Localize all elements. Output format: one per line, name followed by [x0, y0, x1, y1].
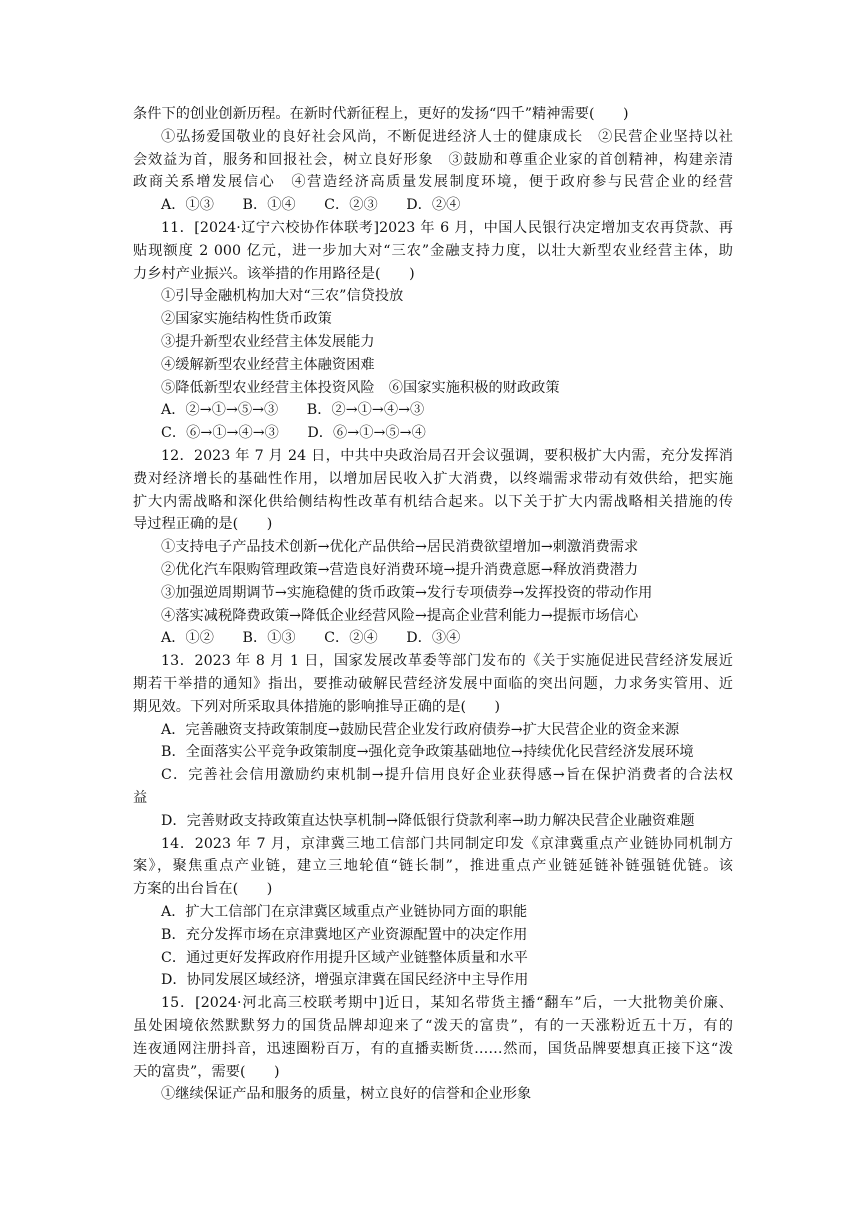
text-line: C．通过更好发挥政府作用提升区域产业链整体质量和水平 [161, 949, 528, 966]
text-line: 连夜通网注册抖音，迅速圈粉百万，有的直播卖断货……然而，国货品牌要想真正接下这“泼 [133, 1040, 733, 1057]
text-line: ①支持电子产品技术创新→优化产品供给→居民消费欲望增加→刺激消费需求 [161, 539, 639, 556]
text-line: D．完善财政支持政策直达快享机制→降低银行贷款利率→助力解决民营企业融资难题 [161, 812, 695, 829]
text-line: 政商关系增发展信心 ④营造经济高质量发展制度环境，便于政府参与民营企业的经营 [133, 174, 733, 191]
text-line: 虽处困境依然默默努力的国货品牌却迎来了“泼天的富贵”，有的一天涨粉近五十万，有的 [133, 1018, 733, 1034]
text-line: 贴现额度 2 000 亿元，进一步加大对“三农”金融支持力度，以壮大新型农业经营主体，助 [133, 242, 733, 259]
text-line: 期见效。下列对所采取具体措施的影响推导正确的是( ) [133, 698, 501, 715]
text-line: 14．2023 年 7 月，京津冀三地工信部门共同制定印发《京津冀重点产业链协同机制方 [161, 835, 733, 852]
text-line: ③加强逆周期调节→实施稳健的货币政策→发行专项债券→发挥投资的带动作用 [161, 584, 653, 601]
text-line: ②国家实施结构性货币政策 [161, 311, 332, 328]
text-line: A．①③ B．①④ C．②③ D．②④ [161, 197, 461, 214]
text-line: ①弘扬爱国敬业的良好社会风尚，不断促进经济人士的健康成长 ②民营企业坚持以社 [161, 128, 733, 145]
text-line: 导过程正确的是( ) [133, 516, 273, 533]
text-line: 期若干举措的通知》指出，要推动破解民营经济发展中面临的突出问题，力求务实管用、近 [133, 676, 733, 692]
text-line: ④缓解新型农业经营主体融资困难 [161, 356, 375, 373]
text-line: B．充分发挥市场在京津冀地区产业资源配置中的决定作用 [161, 926, 528, 943]
text-line: A．完善融资支持政策制度→鼓励民营企业发行政府债券→扩大民营企业的资金来源 [161, 721, 680, 738]
text-line: 扩大内需战略和深化供给侧结构性改革有机结合起来。以下关于扩大内需战略相关措施的传 [133, 493, 733, 510]
text-line: 方案的出台旨在( ) [133, 881, 273, 898]
text-line: ④落实减税降费政策→降低企业经营风险→提高企业营利能力→提振市场信心 [161, 607, 639, 624]
text-line: 13．2023 年 8 月 1 日，国家发展改革委等部门发布的《关于实施促进民营经济发展近 [161, 653, 733, 670]
text-line: A．②→①→⑤→③ B．②→①→④→③ [161, 402, 425, 419]
text-line: ②优化汽车限购管理政策→营造良好消费环境→提升消费意愿→释放消费潜力 [161, 562, 639, 578]
text-line: 费对经济增长的基础性作用，以增加居民收入扩大消费，以终端需求带动有效供给，把实施 [133, 470, 733, 487]
text-line: A．扩大工信部门在京津冀区域重点产业链协同方面的职能 [161, 904, 528, 920]
text-line: 12．2023 年 7 月 24 日，中共中央政治局召开会议强调，要积极扩大内需，充分发挥消 [161, 448, 733, 464]
text-line: C．完善社会信用激励约束机制→提升信用良好企业获得感→旨在保护消费者的合法权 [161, 767, 733, 784]
text-line: 力乡村产业振兴。该举措的作用路径是( ) [133, 265, 415, 282]
text-line: 会效益为首，服务和回报社会，树立良好形象 ③鼓励和尊重企业家的首创精神，构建亲清 [133, 151, 733, 168]
text-line: 11．[2024·辽宁六校协作体联考]2023 年 6 月，中国人民银行决定增加支农再贷款、再 [161, 220, 733, 236]
text-line: ①引导金融机构加大对“三农”信贷投放 [161, 288, 404, 305]
text-line: ⑤降低新型农业经营主体投资风险 ⑥国家实施积极的财政政策 [161, 379, 560, 396]
text-line: 益 [133, 790, 148, 806]
text-line: D．协同发展区域经济，增强京津冀在国民经济中主导作用 [161, 972, 529, 989]
text-line: ③提升新型农业经营主体发展能力 [161, 334, 375, 350]
text-line: C．⑥→①→④→③ D．⑥→①→⑤→④ [161, 425, 426, 442]
text-line: 天的富贵”，需要( ) [133, 1063, 280, 1080]
text-line: A．①② B．①③ C．②④ D．③④ [161, 630, 461, 647]
text-line: 案》，聚焦重点产业链，建立三地轮值“链长制”，推进重点产业链延链补链强链优链。该 [133, 858, 733, 875]
text-line: B．全面落实公平竞争政策制度→强化竞争政策基础地位→持续优化民营经济发展环境 [161, 744, 694, 761]
text-line: 15．[2024·河北高三校联考期中]近日，某知名带货主播“翻车”后，一大批物美价廉、 [161, 995, 733, 1012]
text-line: ①继续保证产品和服务的质量，树立良好的信誉和企业形象 [161, 1086, 532, 1103]
text-line: 条件下的创业创新历程。在新时代新征程上，更好的发扬“四千”精神需要( ) [133, 106, 629, 122]
